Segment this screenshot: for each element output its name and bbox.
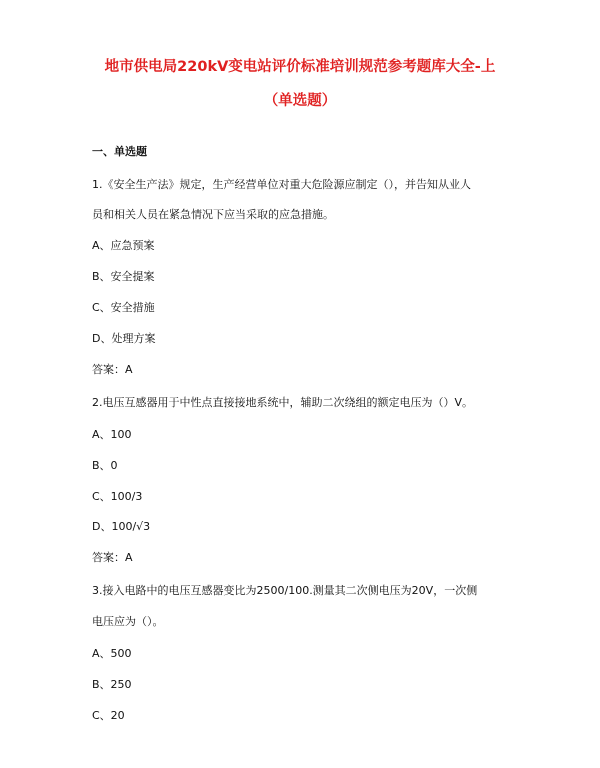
question-1-stem-line-1: 1.《安全生产法》规定，生产经营单位对重大危险源应制定（），并告知从业人: [92, 178, 471, 191]
question-2-stem-line-1: 2.电压互感器用于中性点直接接地系统中，辅助二次绕组的额定电压为（）V。: [92, 396, 474, 409]
question-1-stem-line-2: 员和相关人员在紧急情况下应当采取的应急措施。: [92, 208, 334, 221]
question-3-stem-line-1: 3.接入电路中的电压互感器变比为2500/100.测量其二次侧电压为20V，一次侧: [92, 584, 478, 597]
question-1-answer: 答案：A: [92, 363, 133, 376]
question-1-option-c: C、安全措施: [92, 301, 155, 314]
question-2-option-a: A、100: [92, 428, 132, 441]
question-1-option-b: B、安全提案: [92, 270, 155, 283]
question-2-answer: 答案：A: [92, 551, 133, 564]
question-1-option-d: D、处理方案: [92, 332, 156, 345]
question-2-option-b: B、0: [92, 459, 118, 472]
section-heading: 一、单选题: [92, 145, 147, 158]
question-3-stem-line-2: 电压应为（）。: [92, 615, 164, 628]
question-1-option-a: A、应急预案: [92, 239, 155, 252]
document-subtitle: （单选题）: [263, 93, 337, 109]
document-title: 地市供电局220kV变电站评价标准培训规范参考题库大全-上: [104, 59, 496, 75]
question-3-option-b: B、250: [92, 678, 132, 691]
question-2-option-c: C、100/3: [92, 490, 143, 503]
question-3-option-c: C、20: [92, 709, 125, 722]
question-2-option-d: D、100/√3: [92, 520, 151, 533]
question-3-option-a: A、500: [92, 647, 132, 660]
